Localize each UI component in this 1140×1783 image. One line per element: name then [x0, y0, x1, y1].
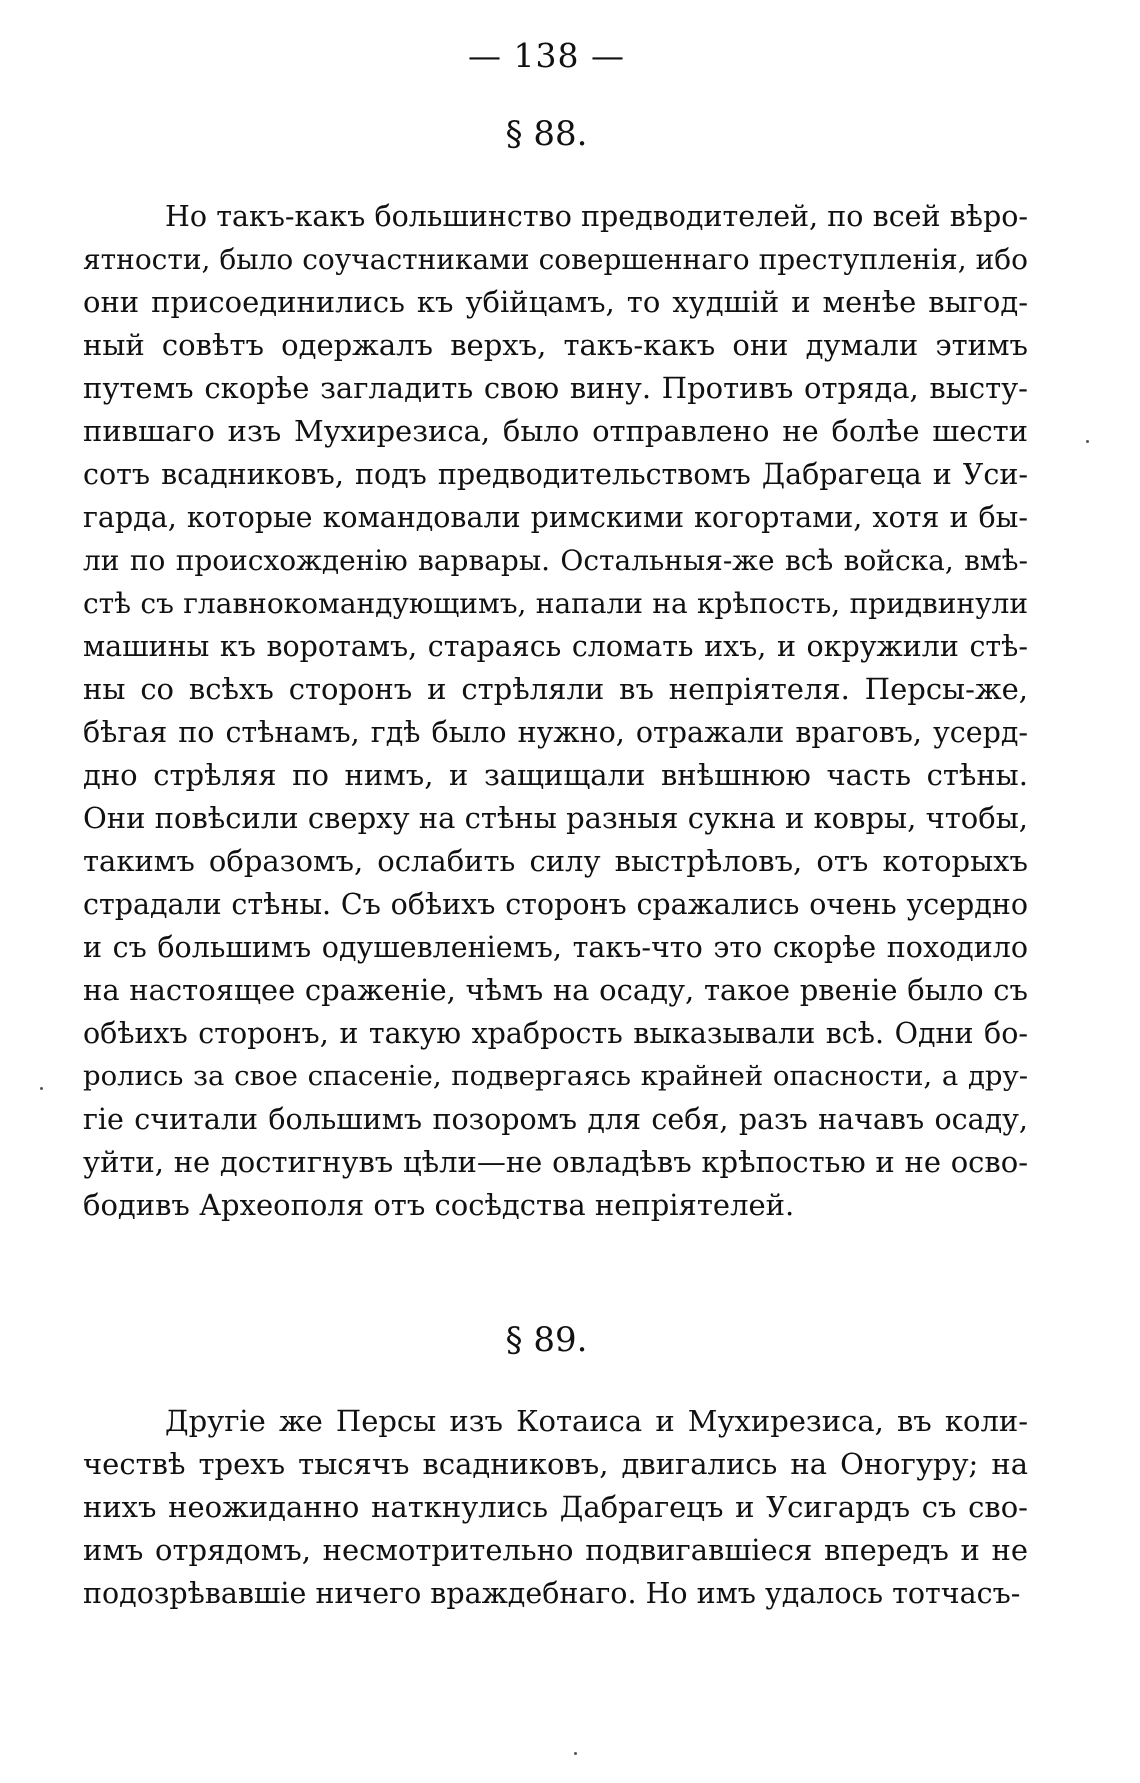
text-line: машины къ воротамъ, стараясь сломать ихъ, и окружили стѣ-: [83, 630, 1028, 663]
text-line: Но такъ-какъ большинство предводителей, по всей вѣро-: [165, 200, 1028, 233]
text-line: сотъ всадниковъ, подъ предводительствомъ Дабрагеца и Уси-: [83, 458, 1028, 491]
paragraph-section-89: [83, 1400, 1028, 1615]
text-line: гіе считали большимъ позоромъ для себя, разъ начавъ осаду,: [83, 1103, 1028, 1136]
text-line: стѣ съ главнокомандующимъ, напали на крѣпость, придвинули: [83, 587, 1028, 620]
text-line: страдали стѣны. Съ обѣихъ сторонъ сражались очень усердно: [83, 888, 1028, 921]
page-number: — 138 —: [468, 36, 625, 75]
print-speck: [40, 1087, 43, 1090]
text-line: Другіе же Персы изъ Котаиса и Мухирезиса, въ коли-: [165, 1404, 1028, 1438]
text-line: пившаго изъ Мухирезиса, было отправлено не болѣе шести: [83, 414, 1028, 448]
text-line: нихъ неожиданно наткнулись Дабрагецъ и Усигардъ съ сво-: [83, 1490, 1028, 1524]
text-line: ли по происхожденію варвары. Остальныя-же всѣ войска, вмѣ-: [83, 544, 1028, 577]
print-speck: [1086, 440, 1089, 443]
text-line: чествѣ трехъ тысячъ всадниковъ, двигались на Оногуру; на: [83, 1447, 1028, 1481]
text-line: путемъ скорѣе загладить свою вину. Противъ отряда, высту-: [83, 371, 1028, 405]
text-line: ятности, было соучастниками совершеннаго преступленія, ибо: [83, 243, 1028, 276]
text-line: ный совѣтъ одержалъ верхъ, такъ-какъ они думали этимъ: [83, 328, 1028, 362]
print-speck: [574, 1752, 577, 1755]
text-line: обѣихъ сторонъ, и такую храбрость выказывали всѣ. Одни бо-: [83, 1017, 1028, 1050]
text-line: и съ большимъ одушевленіемъ, такъ-что это скорѣе походило: [83, 931, 1028, 964]
section-heading-89: § 89.: [505, 1320, 588, 1360]
text-line: гарда, которые командовали римскими когортами, хотя и бы-: [83, 501, 1028, 534]
text-line: Они повѣсили сверху на стѣны разныя сукна и ковры, чтобы,: [83, 801, 1028, 835]
text-line: ны со всѣхъ сторонъ и стрѣляли въ непріятеля. Персы-же,: [83, 672, 1028, 706]
text-line: подозрѣвавшіе ничего враждебнаго. Но имъ удалось тотчасъ-: [83, 1577, 1021, 1610]
text-line: бодивъ Археополя отъ сосѣдства непріятелей.: [83, 1188, 795, 1222]
text-line: дно стрѣляя по нимъ, и защищали внѣшнюю часть стѣны.: [83, 758, 1028, 792]
text-line: на настоящее сраженіе, чѣмъ на осаду, такое рвеніе было съ: [83, 973, 1028, 1007]
paragraph-section-88: [83, 195, 1028, 1227]
text-line: такимъ образомъ, ослабить силу выстрѣловъ, отъ которыхъ: [83, 844, 1028, 878]
text-line: ролись за свое спасеніе, подвергаясь крайней опасности, а дру-: [83, 1060, 1028, 1092]
section-heading-88: § 88.: [505, 114, 588, 154]
text-line: имъ отрядомъ, несмотрительно подвигавшіеся впередъ и не: [83, 1533, 1028, 1567]
text-line: они присоединились къ убійцамъ, то худшій и менѣе выгод-: [83, 285, 1028, 319]
text-line: уйти, не достигнувъ цѣли—не овладѣвъ крѣпостью и не осво-: [83, 1145, 1028, 1179]
text-line: бѣгая по стѣнамъ, гдѣ было нужно, отражали враговъ, усерд-: [83, 716, 1028, 749]
